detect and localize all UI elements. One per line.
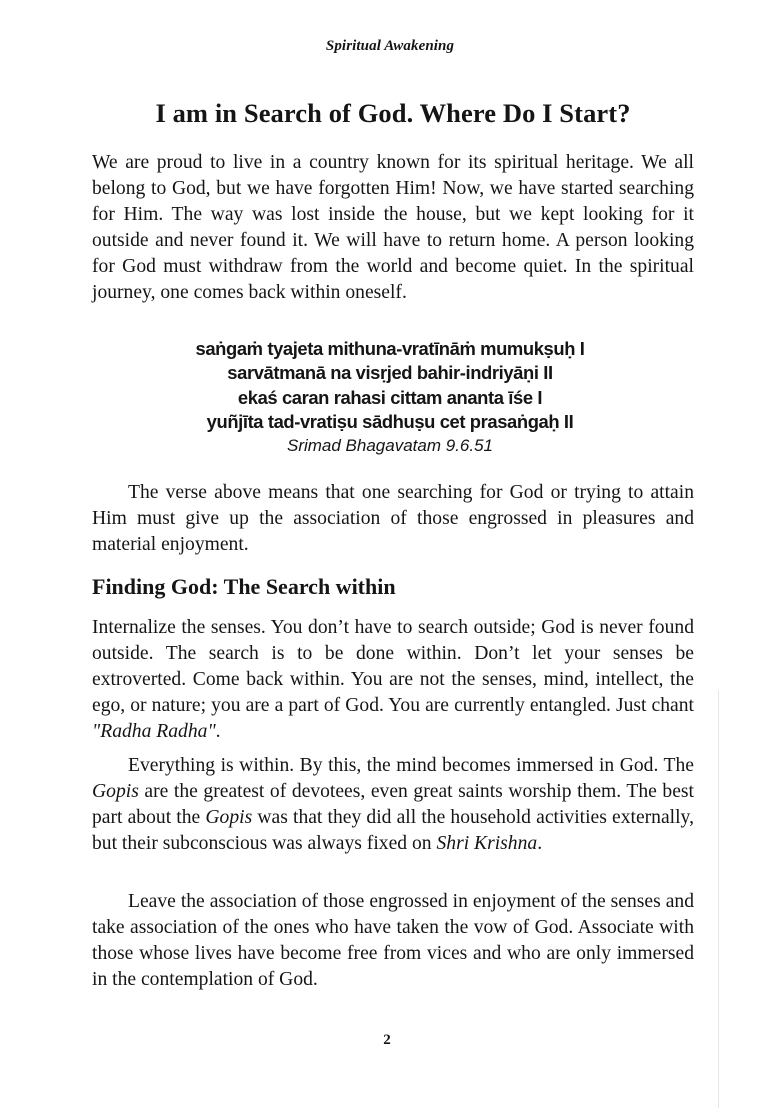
section-paragraph-1 xyxy=(92,615,694,745)
running-head: Spiritual Awakening xyxy=(325,38,455,54)
page-number: 2 xyxy=(383,1032,391,1048)
sanskrit-verse xyxy=(150,337,630,458)
chapter-title: I am in Search of God. Where Do I Start? xyxy=(155,98,631,128)
chant-phrase: "Radha Radha" xyxy=(92,721,216,743)
verse-line: sarvātmanā na visṛjed bahir-indriyāṇi II xyxy=(227,362,553,384)
verse-explanation-paragraph: The verse above means that one searching for God or trying to attain Him must give up the association of those engrossed in pleasures and material enjoyment. xyxy=(92,482,694,556)
verse-source: Srimad Bhagavatam 9.6.51 xyxy=(286,436,493,456)
paragraph-text: are the greatest of devotees, even great saints worship them. The best part about the xyxy=(92,781,694,829)
paragraph-text: Everything is within. By this, the mind becomes immersed in God. The xyxy=(128,755,694,776)
italic-term-gopis: Gopis xyxy=(205,807,253,829)
verse-line: yuñjīta tad-vratiṣu sādhuṣu cet prasaṅgaḥ II xyxy=(206,410,574,432)
paragraph-text: . xyxy=(537,833,543,855)
section-heading: Finding God: The Search within xyxy=(92,574,396,599)
paragraph-text: Internalize the senses. You don’t have to search outside; God is never found outside. The search is to be done within. Don’t let your senses be extroverted. Come back within. You are not the senses, mind, intellect, the ego, or nature; you are a part of God. You are currently entangled. Just chant xyxy=(92,617,694,717)
section-paragraph-3: Leave the association of those engrossed in enjoyment of the senses and take association of the ones who have taken the vow of God. Associate with those whose lives have become free from vices and who are only immersed in the contemplation of God. xyxy=(92,891,694,991)
intro-paragraph: We are proud to live in a country known for its spiritual heritage. We all belong to God, but we have forgotten Him! Now, we have started searching for Him. The way was lost inside the house, but we kept looking for it outside and never found it. We will have to return home. A person looking for God must withdraw from the world and become quiet. In the spiritual journey, one comes back within oneself. xyxy=(92,152,694,304)
paragraph-text: . xyxy=(215,721,221,743)
italic-term-krishna: Shri Krishna xyxy=(436,833,538,855)
verse-line: saṅgaṁ tyajeta mithuna-vratīnāṁ mumukṣuḥ I xyxy=(195,338,585,359)
verse-line: ekaś caran rahasi cittam ananta īśe I xyxy=(237,386,543,408)
italic-term-gopis: Gopis xyxy=(92,781,139,803)
section-paragraph-2 xyxy=(92,753,694,857)
paragraph-text: was that they did all the household activities externally, but their subconscious was always fixed on xyxy=(92,807,694,855)
